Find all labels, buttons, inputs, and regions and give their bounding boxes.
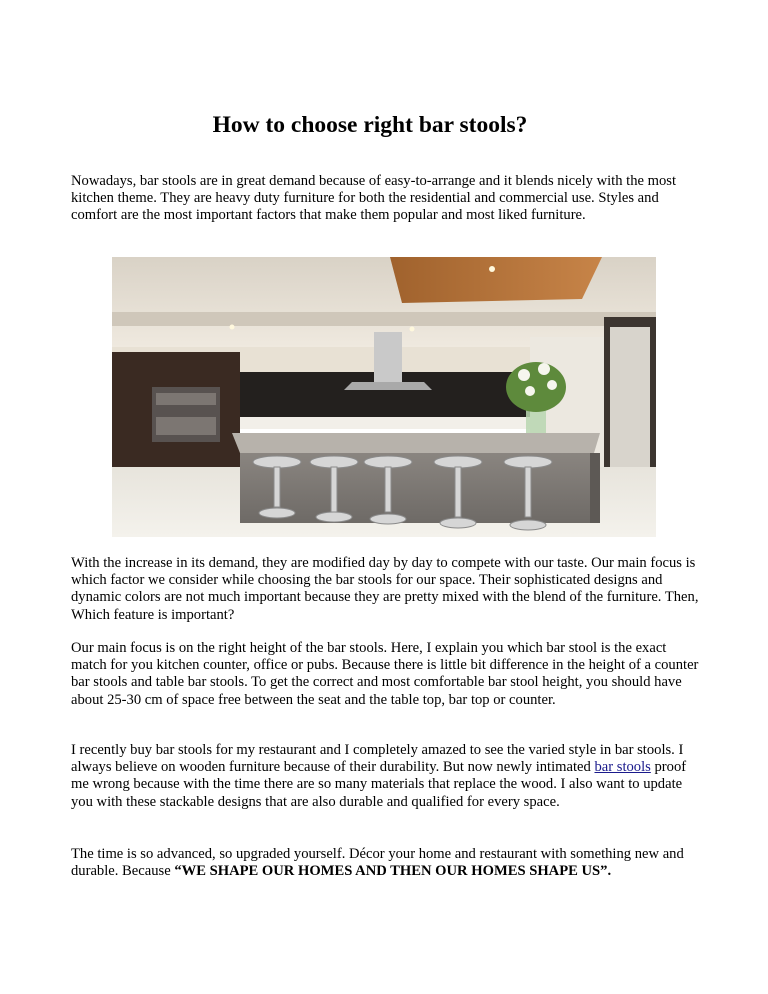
document-title: How to choose right bar stools?: [212, 112, 528, 138]
demand-paragraph: With the increase in its demand, they are modified day by day to compete with our taste. Our main focus is which factor we consider while choosing the bar stools for our space. Their sophisticated designs and dynamic colors are not much important because they are pretty mixed with the blend of the furniture. Then, Which feature is important?: [71, 555, 699, 623]
bar-stools-link[interactable]: bar stools: [594, 759, 651, 776]
restaurant-text-end: proof me wrong because with the time there are so many materials that replace the wood. I also want to update you with these stackable designs that are also durable and qualified for every space.: [71, 759, 687, 810]
restaurant-text-start: I recently buy bar stools for my restaurant and I completely amazed to see the varied style in bar stools. I always believe on wooden furniture because of their durability. But now newly intimated: [71, 742, 684, 776]
closing-text: The time is so advanced, so upgraded yourself. Décor your home and restaurant with something new and durable. Because: [71, 846, 684, 880]
restaurant-paragraph: [71, 742, 701, 811]
intro-paragraph: Nowadays, bar stools are in great demand because of easy-to-arrange and it blends nicely with the most kitchen theme. They are heavy duty furniture for both the residential and commercial use. Styles and comfort are the most important factors that make them popular and most liked furniture.: [71, 173, 677, 224]
closing-quote: “WE SHAPE OUR HOMES AND THEN OUR HOMES SHAPE US”.: [174, 863, 612, 880]
closing-paragraph: [71, 846, 701, 880]
height-paragraph: Our main focus is on the right height of the bar stools. Here, I explain you which bar stool is the exact match for you kitchen counter, office or pubs. Because there is little bit difference in the height of a counter bar stools and table bar stools. To get the correct and most comfortable bar stool height, you should have about 25-30 cm of space free between the seat and the table top, bar top or counter.: [71, 640, 699, 708]
kitchen-photo: [112, 257, 656, 537]
